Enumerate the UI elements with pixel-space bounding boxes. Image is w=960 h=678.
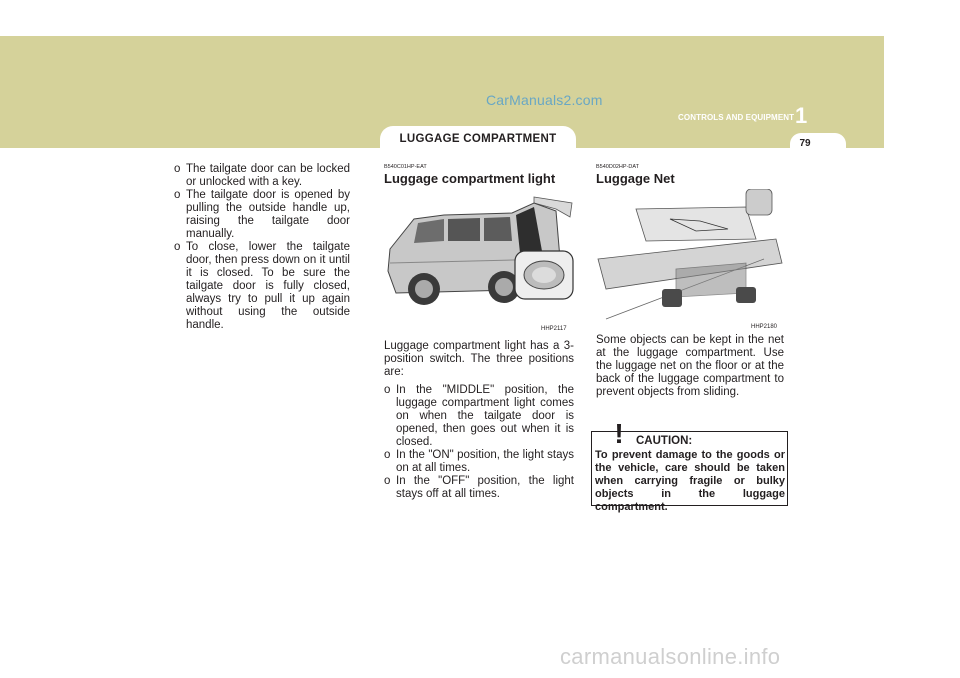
list-item: o In the "ON" position, the light stays on at all times. [384, 449, 574, 474]
page-number: 79 [799, 138, 811, 149]
section-title: CONTROLS AND EQUIPMENT [678, 113, 795, 122]
chapter-number: 1 [795, 103, 808, 128]
section-code: B540D02HP-DAT [596, 164, 639, 170]
section-code: B540C01HP-EAT [384, 164, 427, 170]
luggage-net-illustration [596, 189, 784, 333]
footer-link[interactable]: carmanualsonline.info [560, 644, 781, 669]
section-heading: Luggage Net [596, 171, 675, 186]
figure-code: HHP2117 [541, 326, 567, 332]
list-item: o The tailgate door can be locked or unlocked with a key. [174, 163, 350, 188]
car-trunk-light-figure [384, 189, 574, 333]
luggage-net-figure [596, 189, 784, 333]
caution-box [591, 418, 788, 513]
light-positions [384, 384, 574, 501]
list-item: o The tailgate door is opened by pulling the outside handle up, raising the tailgate door manually. [174, 189, 350, 240]
suv-illustration [384, 189, 574, 333]
section-banner: LUGGAGE COMPARTMENT [380, 126, 576, 152]
section-heading: Luggage compartment light [384, 171, 556, 186]
light-intro: Luggage compartment light has a 3-position switch. The three positions are: [384, 340, 574, 378]
caution-title: CAUTION: [636, 435, 693, 447]
figure-code: HHP2180 [751, 324, 778, 330]
svg-text:!: ! [614, 418, 624, 446]
warning-icon [604, 418, 634, 446]
caution-body: To prevent damage to the goods or the vehicle, care should be taken when carrying fragile or bulky objects in the luggage compartment. [595, 449, 785, 513]
site-link[interactable]: CarManuals2.com [486, 92, 603, 108]
tailgate-column [174, 163, 350, 332]
net-body: Some objects can be kept in the net at the luggage compartment. Use the luggage net on the floor or at the back of the luggage compartment to prevent objects from sliding. [596, 334, 784, 398]
list-item: o To close, lower the tailgate door, then press down on it until it is closed. To be sure the tailgate door is fully closed, always try to pull it up again without using the outside handle. [174, 241, 350, 331]
list-item: o In the "MIDDLE" position, the luggage compartment light comes on when the tailgate door is opened, then goes out when it is closed. [384, 384, 574, 448]
list-item: o In the "OFF" position, the light stays off at all times. [384, 475, 574, 500]
